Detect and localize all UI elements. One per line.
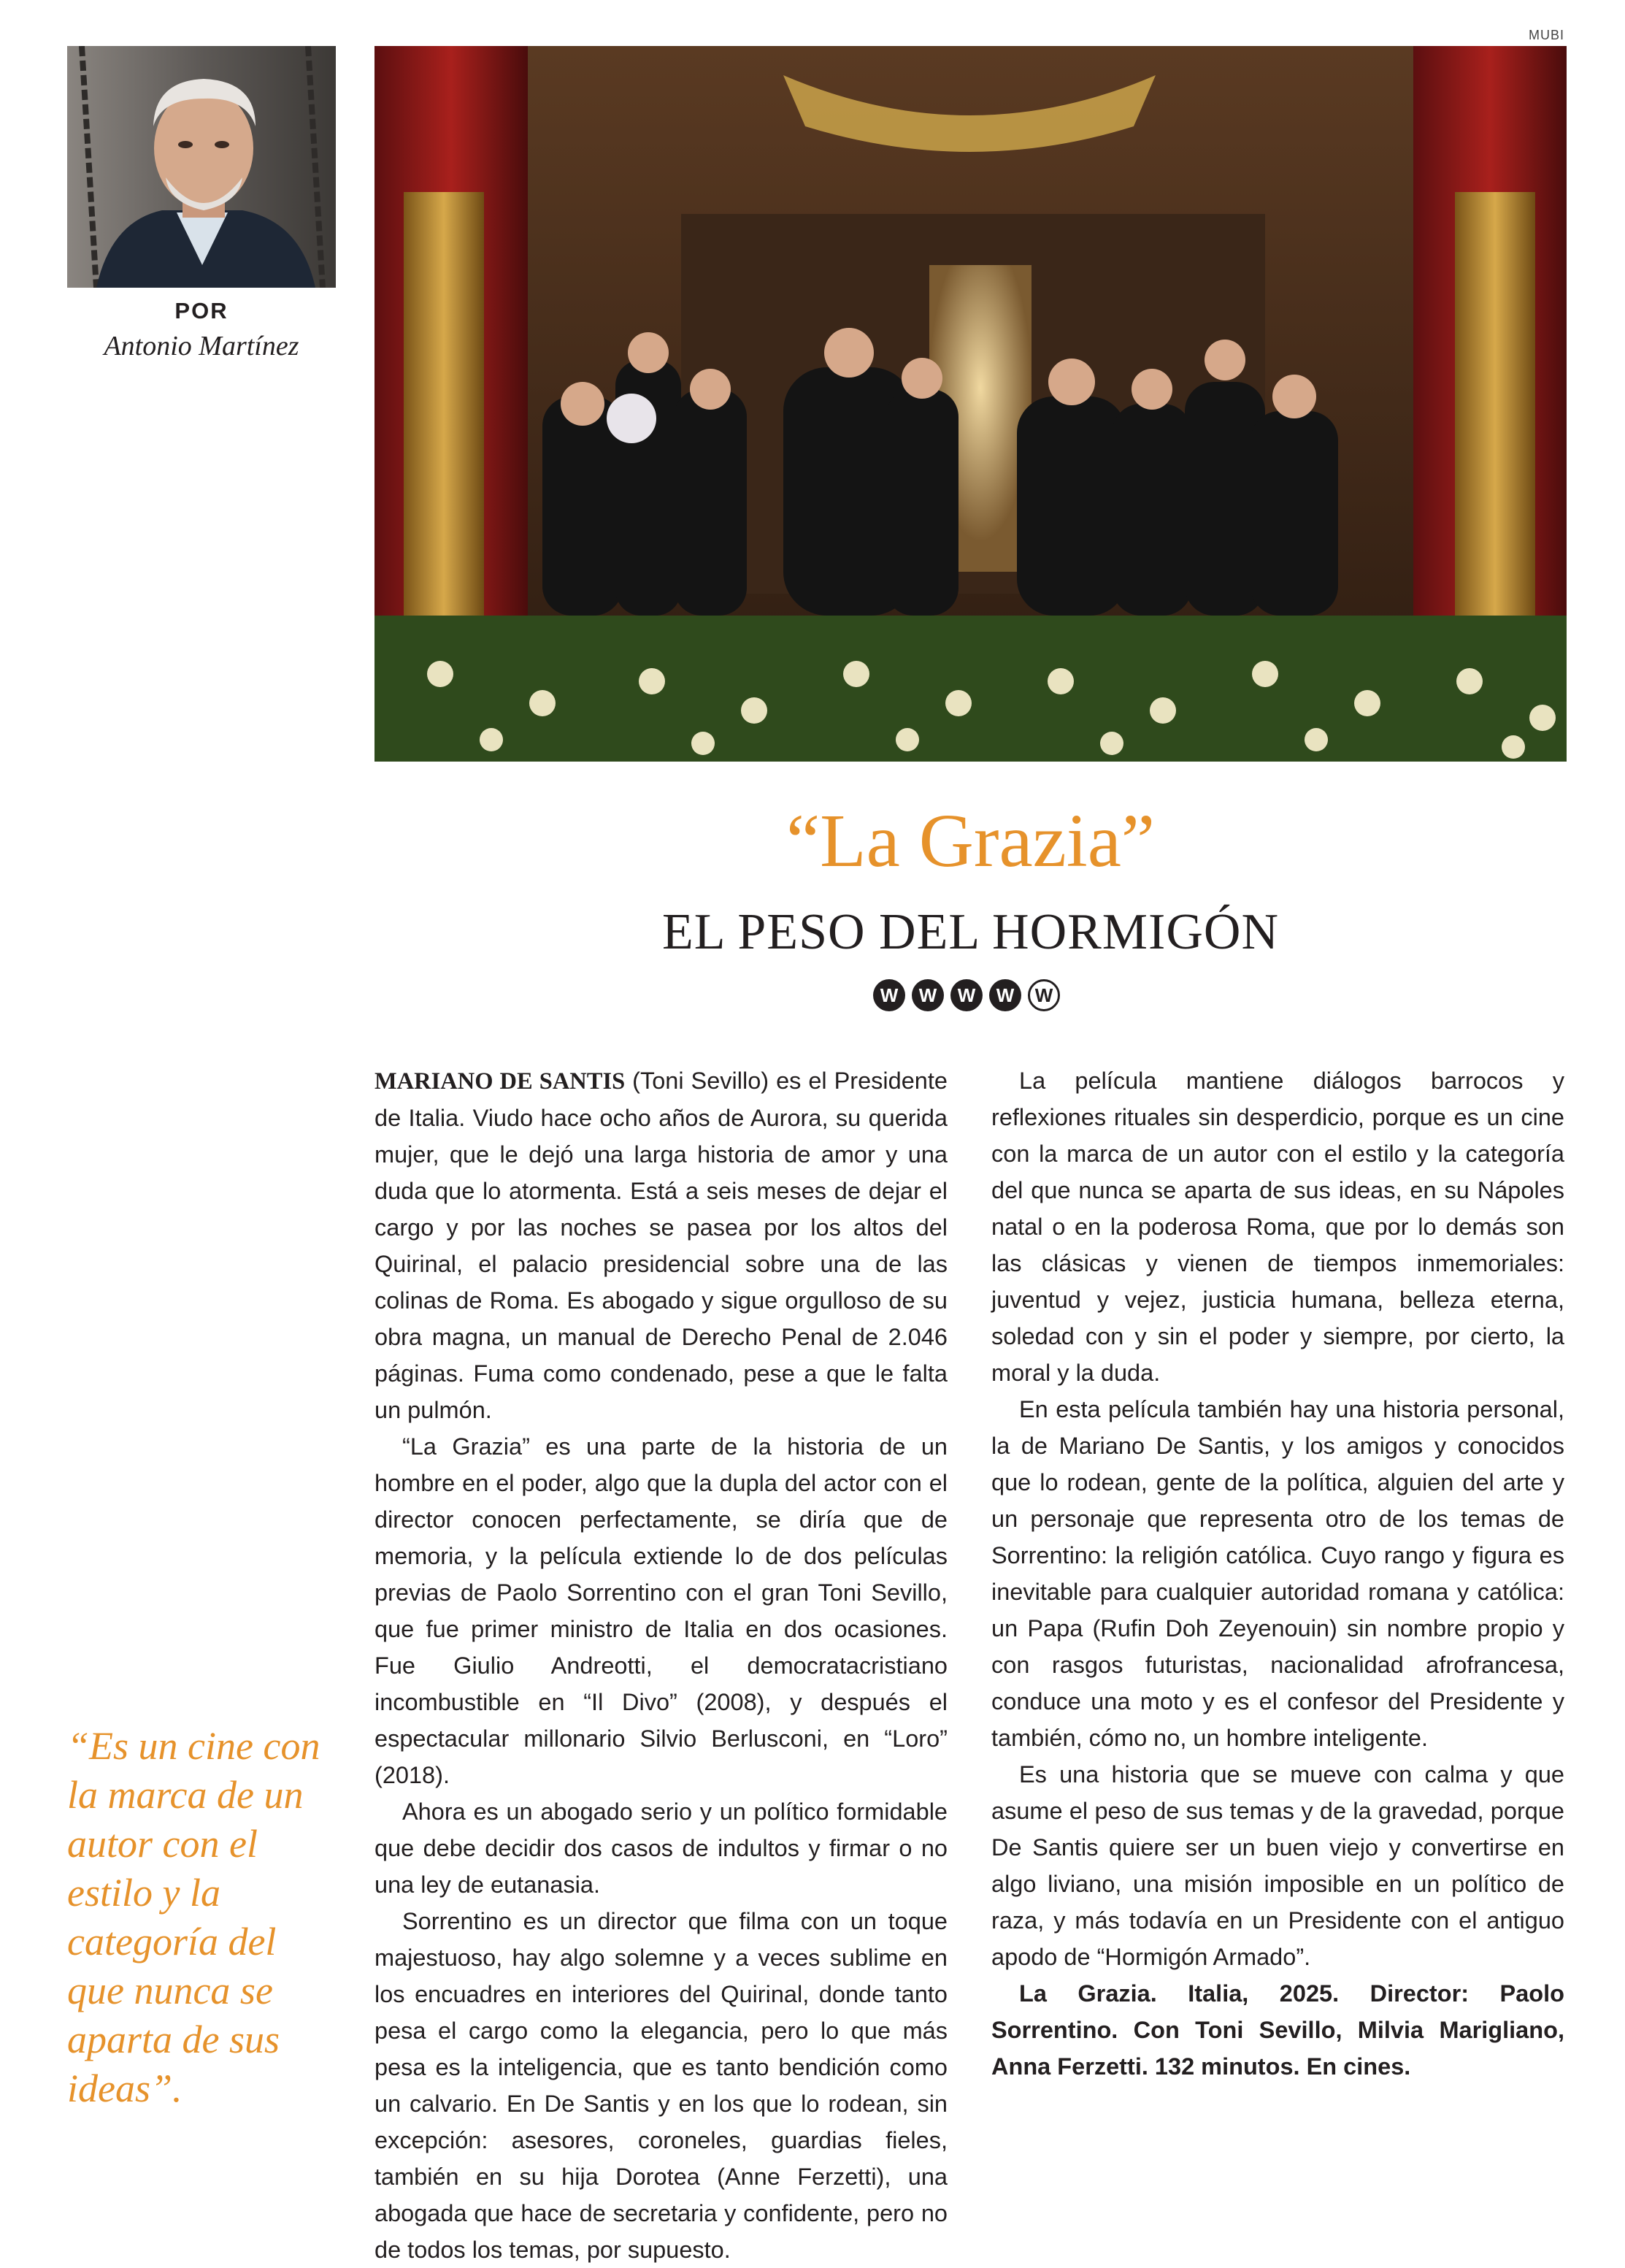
rating <box>873 979 1060 1013</box>
paragraph-4: Sorrentino es un director que filma con un toque majestuoso, hay algo solemne y a veces sublime en los encuadres en interiores del Quirinal, donde tanto pesa el cargo como la elegancia, pero lo que más pesa es la inteligencia, que es tanto bendición como un calvario. En De Santis y en los que lo rodean, sin excepción: asesores, coroneles, guardias fieles, también en su hija Dorotea (Anne Ferzetti), una abogada que hace de secretaria y confidente, pero no de todos los temas, por supuesto. <box>374 1908 948 2263</box>
rating-icon-filled: W <box>989 979 1021 1011</box>
film-credits: La Grazia. Italia, 2025. Director: Paolo Sorrentino. Con Toni Sevillo, Milvia Marigliano, Anna Ferzetti. 132 minutos. En cines. <box>991 1980 1564 2080</box>
paragraph-1-text: (Toni Sevillo) es el Presidente de Italia. Viudo hace ocho años de Aurora, su querida mujer, que le dejó una larga historia de amor y una duda que lo atormenta. Está a seis meses de dejar el cargo y por las noches se pasea por los altos del Quirinal, el palacio presidencial sobre una de las colinas de Roma. Es abogado y sigue orgulloso de su obra magna, un manual de Derecho Penal de 2.046 páginas. Fuma como condenado, pese a que le falta un pulmón. <box>374 1068 948 1423</box>
rating-icon-filled: W <box>950 979 983 1011</box>
author-portrait-illustration <box>67 46 336 288</box>
paragraph-2: “La Grazia” es una parte de la historia de un hombre en el poder, algo que la dupla del actor con el director conocen perfectamente, se diría que de memoria, y la película extiende lo de dos películas previas de Paolo Sorrentino con el gran Toni Sevillo, que fue primer ministro de Italia en dos ocasiones. Fue Giulio Andreotti, el democratacristiano incombustible en “Il Divo” (2008), y después el espectacular millonario Silvio Berlusconi, en “Loro” (2018). <box>374 1433 948 1788</box>
paragraph-6: En esta película también hay una historia personal, la de Mariano De Santis, y los amigos y conocidos que lo rodean, gente de la política, alguien del arte y un personaje que representa otro de los temas de Sorrentino: la religión católica. Cuyo rango y figura es inevitable para cualquier autoridad romana y católica: un Papa (Rufin Doh Zeyenouin) sin nombre propio y con rasgos futuristas, nacionalidad afrofrancesa, conduce una moto y es el confesor del Presidente y también, cómo no, un hombre inteligente. <box>991 1396 1564 1751</box>
theater-box-scene-illustration <box>374 46 1567 762</box>
rating-icon-filled: W <box>873 979 905 1011</box>
photo-credit: MUBI <box>1529 28 1564 42</box>
author-photo <box>67 46 336 288</box>
byline-author: Antonio Martínez <box>104 331 299 361</box>
article-column-left <box>374 1062 948 2268</box>
article-subtitle: EL PESO DEL HORMIGÓN <box>661 904 1280 960</box>
film-title: “La Grazia” <box>785 799 1156 883</box>
rating-icon-empty: W <box>1028 979 1060 1011</box>
paragraph-5: La película mantiene diálogos barrocos y reflexiones rituales sin desperdicio, porque es un cine con la marca de un autor con el estilo y la categoría del que nunca se aparta de sus ideas, en su Nápoles natal o en la poderosa Roma, que por lo demás son las clásicas y vienen de tiempos inmemoriales: juventud y vejez, justicia humana, belleza eterna, soledad con y sin el poder y siempre, por cierto, la moral y la duda. <box>991 1068 1564 1386</box>
lead-in: MARIANO DE SANTIS <box>374 1068 626 1095</box>
rating-icon-filled: W <box>912 979 944 1011</box>
article-column-right <box>991 1062 1564 2085</box>
paragraph-3: Ahora es un abogado serio y un político formidable que debe decidir dos casos de indultos y firmar o no una ley de eutanasia. <box>374 1798 948 1898</box>
byline-label: POR <box>174 298 228 323</box>
paragraph-1 <box>374 1062 948 1428</box>
paragraph-7: Es una historia que se mueve con calma y que asume el peso de sus temas y de la gravedad, porque De Santis quiere ser un buen viejo y convertirse en algo liviano, una misión imposible en un político de raza, y más todavía en un Presidente con el antiguo apodo de “Hormigón Armado”. <box>991 1761 1564 1970</box>
pull-quote: “Es un cine con la marca de un autor con el estilo y la categoría del que nunca se aparta de sus ideas”. <box>67 1724 320 2110</box>
hero-film-still <box>374 46 1567 762</box>
